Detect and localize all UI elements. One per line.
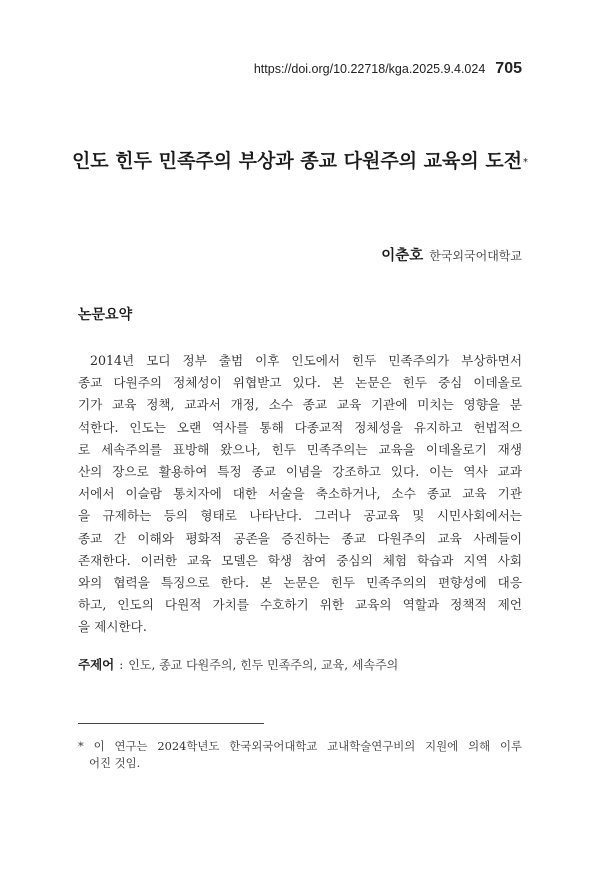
footnote-divider	[78, 723, 264, 724]
footnote	[78, 738, 522, 772]
keywords-text: 인도, 종교 다원주의, 힌두 민족주의, 교육, 세속주의	[128, 658, 399, 672]
author-affiliation: 한국외국어대학교	[429, 249, 522, 263]
abstract-heading: 논문요약	[78, 307, 133, 323]
abstract-line: 기가 교육 정책, 교과서 개정, 소수 종교 교육 기관에 미치는 영향을 분	[78, 397, 522, 413]
abstract-body	[78, 350, 522, 638]
author-block	[381, 244, 522, 265]
abstract-line: 종교 다원주의 정체성이 위협받고 있다. 본 논문은 힌두 중심 이데올로	[78, 375, 522, 391]
abstract-line: 서에서 이슬람 통치자에 대한 서술을 축소하거나, 소수 종교 교육 기관	[78, 486, 522, 502]
abstract-line: 석한다. 인도는 오랜 역사를 통해 다종교적 정체성을 유지하고 헌법적으	[78, 419, 522, 435]
keywords	[78, 655, 398, 674]
abstract-line: 와의 협력을 특징으로 한다. 본 논문은 힌두 민족주의의 편향성에 대응	[78, 574, 522, 590]
keywords-label: 주제어	[78, 657, 115, 672]
abstract-line: 로 세속주의를 표방해 왔으나, 힌두 민족주의는 교육을 이데올로기 재생	[78, 441, 522, 457]
footnote-line: 어진 것임.	[89, 756, 141, 770]
abstract-line: 하고, 인도의 다원적 가치를 수호하기 위한 교육의 역할과 정책적 제언	[78, 597, 522, 613]
abstract-line: 종교 간 이해와 평화적 공존을 증진하는 종교 다원주의 교육 사례들이	[78, 530, 522, 546]
page-header	[254, 60, 522, 78]
paper-title-text: 인도 힌두 민족주의 부상과 종교 다원주의 교육의 도전	[71, 150, 523, 172]
abstract-line: 을 제시한다.	[78, 619, 147, 635]
keywords-separator: :	[119, 658, 124, 672]
doi-link[interactable]: https://doi.org/10.22718/kga.2025.9.4.024	[253, 62, 486, 76]
abstract-line: 존재한다. 이러한 교육 모델은 학생 참여 중심의 체험 학습과 지역 사회	[78, 552, 522, 568]
page-number: 705	[495, 60, 522, 77]
abstract-line: 2014년 모디 정부 출범 이후 인도에서 힌두 민족주의가 부상하면서	[90, 353, 522, 368]
paper-title	[0, 146, 600, 173]
footnote-line: * 이 연구는 2024학년도 한국외국어대학교 교내학술연구비의 지원에 의해 이루	[78, 739, 522, 753]
title-footnote-mark: *	[523, 157, 529, 168]
author-name: 이춘호	[381, 248, 424, 264]
abstract-line: 산의 장으로 활용하여 특정 종교 이념을 강조하고 있다. 이는 역사 교과	[78, 463, 522, 479]
abstract-line: 을 규제하는 등의 형태로 나타난다. 그러나 공교육 및 시민사회에서는	[78, 508, 522, 524]
